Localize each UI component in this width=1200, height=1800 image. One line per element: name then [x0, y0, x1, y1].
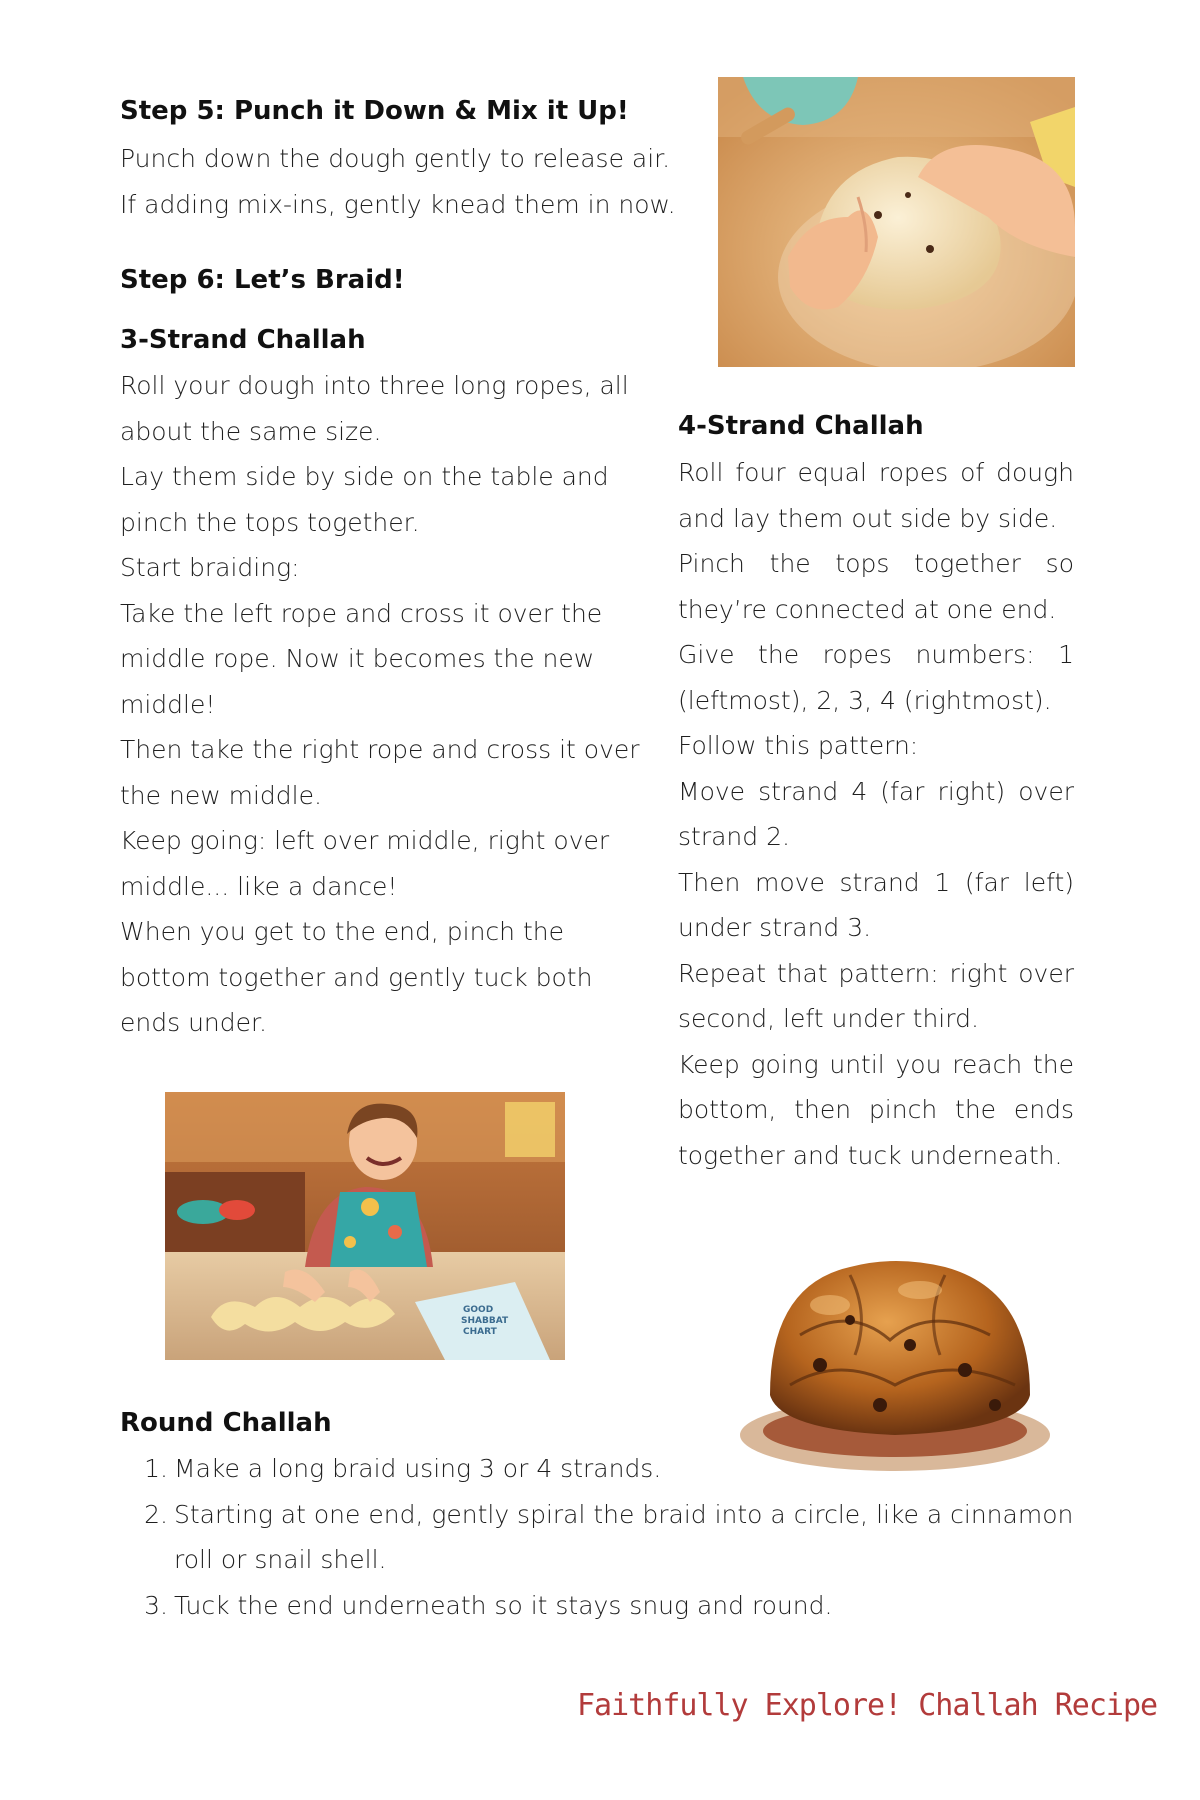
list-number: 3. [144, 1590, 168, 1620]
four-strand-para: Give the ropes numbers: 1 (leftmost), 2, 3, 4 (rightmost). [678, 640, 1074, 715]
list-text: Make a long braid using 3 or 4 strands. [174, 1454, 662, 1483]
round-heading: Round Challah [120, 1408, 332, 1438]
kneading-dough-photo [718, 77, 1075, 367]
four-strand-para: Then move strand 1 (far left) under strand 3. [678, 867, 1074, 942]
step5-line-2: If adding mix-ins, gently knead them in now. [120, 190, 676, 219]
three-strand-para: When you get to the end, pinch the bottom together and gently tuck both ends under. [120, 917, 593, 1037]
chart-line-2: SHABBAT [461, 1316, 509, 1326]
step5-heading: Step 5: Punch it Down & Mix it Up! [120, 96, 629, 126]
list-item [120, 1492, 1080, 1583]
step5-line-1: Punch down the dough gently to release air. [120, 144, 671, 173]
list-item [120, 1583, 1080, 1629]
three-strand-para: Take the left rope and cross it over the middle rope. Now it becomes the new middle! [120, 598, 603, 719]
list-number: 1. [144, 1454, 168, 1483]
three-strand-para: Start braiding: [120, 553, 300, 582]
step6-heading: Step 6: Let’s Braid! [120, 265, 405, 295]
chart-line-3: CHART [463, 1327, 497, 1337]
list-text: Starting at one end, gently spiral the braid into a circle, like a cinnamon roll or snail shell. [174, 1499, 1074, 1574]
four-strand-para: Repeat that pattern: right over second, left under third. [678, 958, 1074, 1033]
four-strand-instructions [678, 450, 1074, 1178]
footer-brand: Faithfully Explore! Challah Recipe [577, 1688, 1158, 1723]
four-strand-para: Follow this pattern: [678, 731, 919, 760]
three-strand-para: Lay them side by side on the table and pinch the tops together. [120, 462, 609, 537]
four-strand-heading: 4-Strand Challah [678, 411, 924, 441]
three-strand-para: Keep going: left over middle, right over middle... like a dance! [120, 826, 610, 901]
four-strand-para: Keep going until you reach the bottom, then pinch the ends together and tuck underneath. [678, 1049, 1074, 1170]
four-strand-para: Move strand 4 (far right) over strand 2. [678, 776, 1074, 851]
boy-braiding-photo [165, 1092, 565, 1360]
three-strand-para: Then take the right rope and cross it over the new middle. [120, 735, 640, 810]
three-strand-heading: 3-Strand Challah [120, 325, 366, 355]
list-text: Tuck the end underneath so it stays snug and round. [174, 1590, 833, 1620]
four-strand-para: Pinch the tops together so they’re connected at one end. [678, 549, 1074, 624]
three-strand-para: Roll your dough into three long ropes, all about the same size. [120, 371, 629, 446]
three-strand-instructions [120, 363, 640, 1046]
four-strand-para: Roll four equal ropes of dough and lay them out side by side. [678, 458, 1074, 533]
round-challah-photo [730, 1245, 1065, 1475]
list-number: 2. [144, 1499, 168, 1529]
chart-line-1: GOOD [463, 1305, 494, 1315]
